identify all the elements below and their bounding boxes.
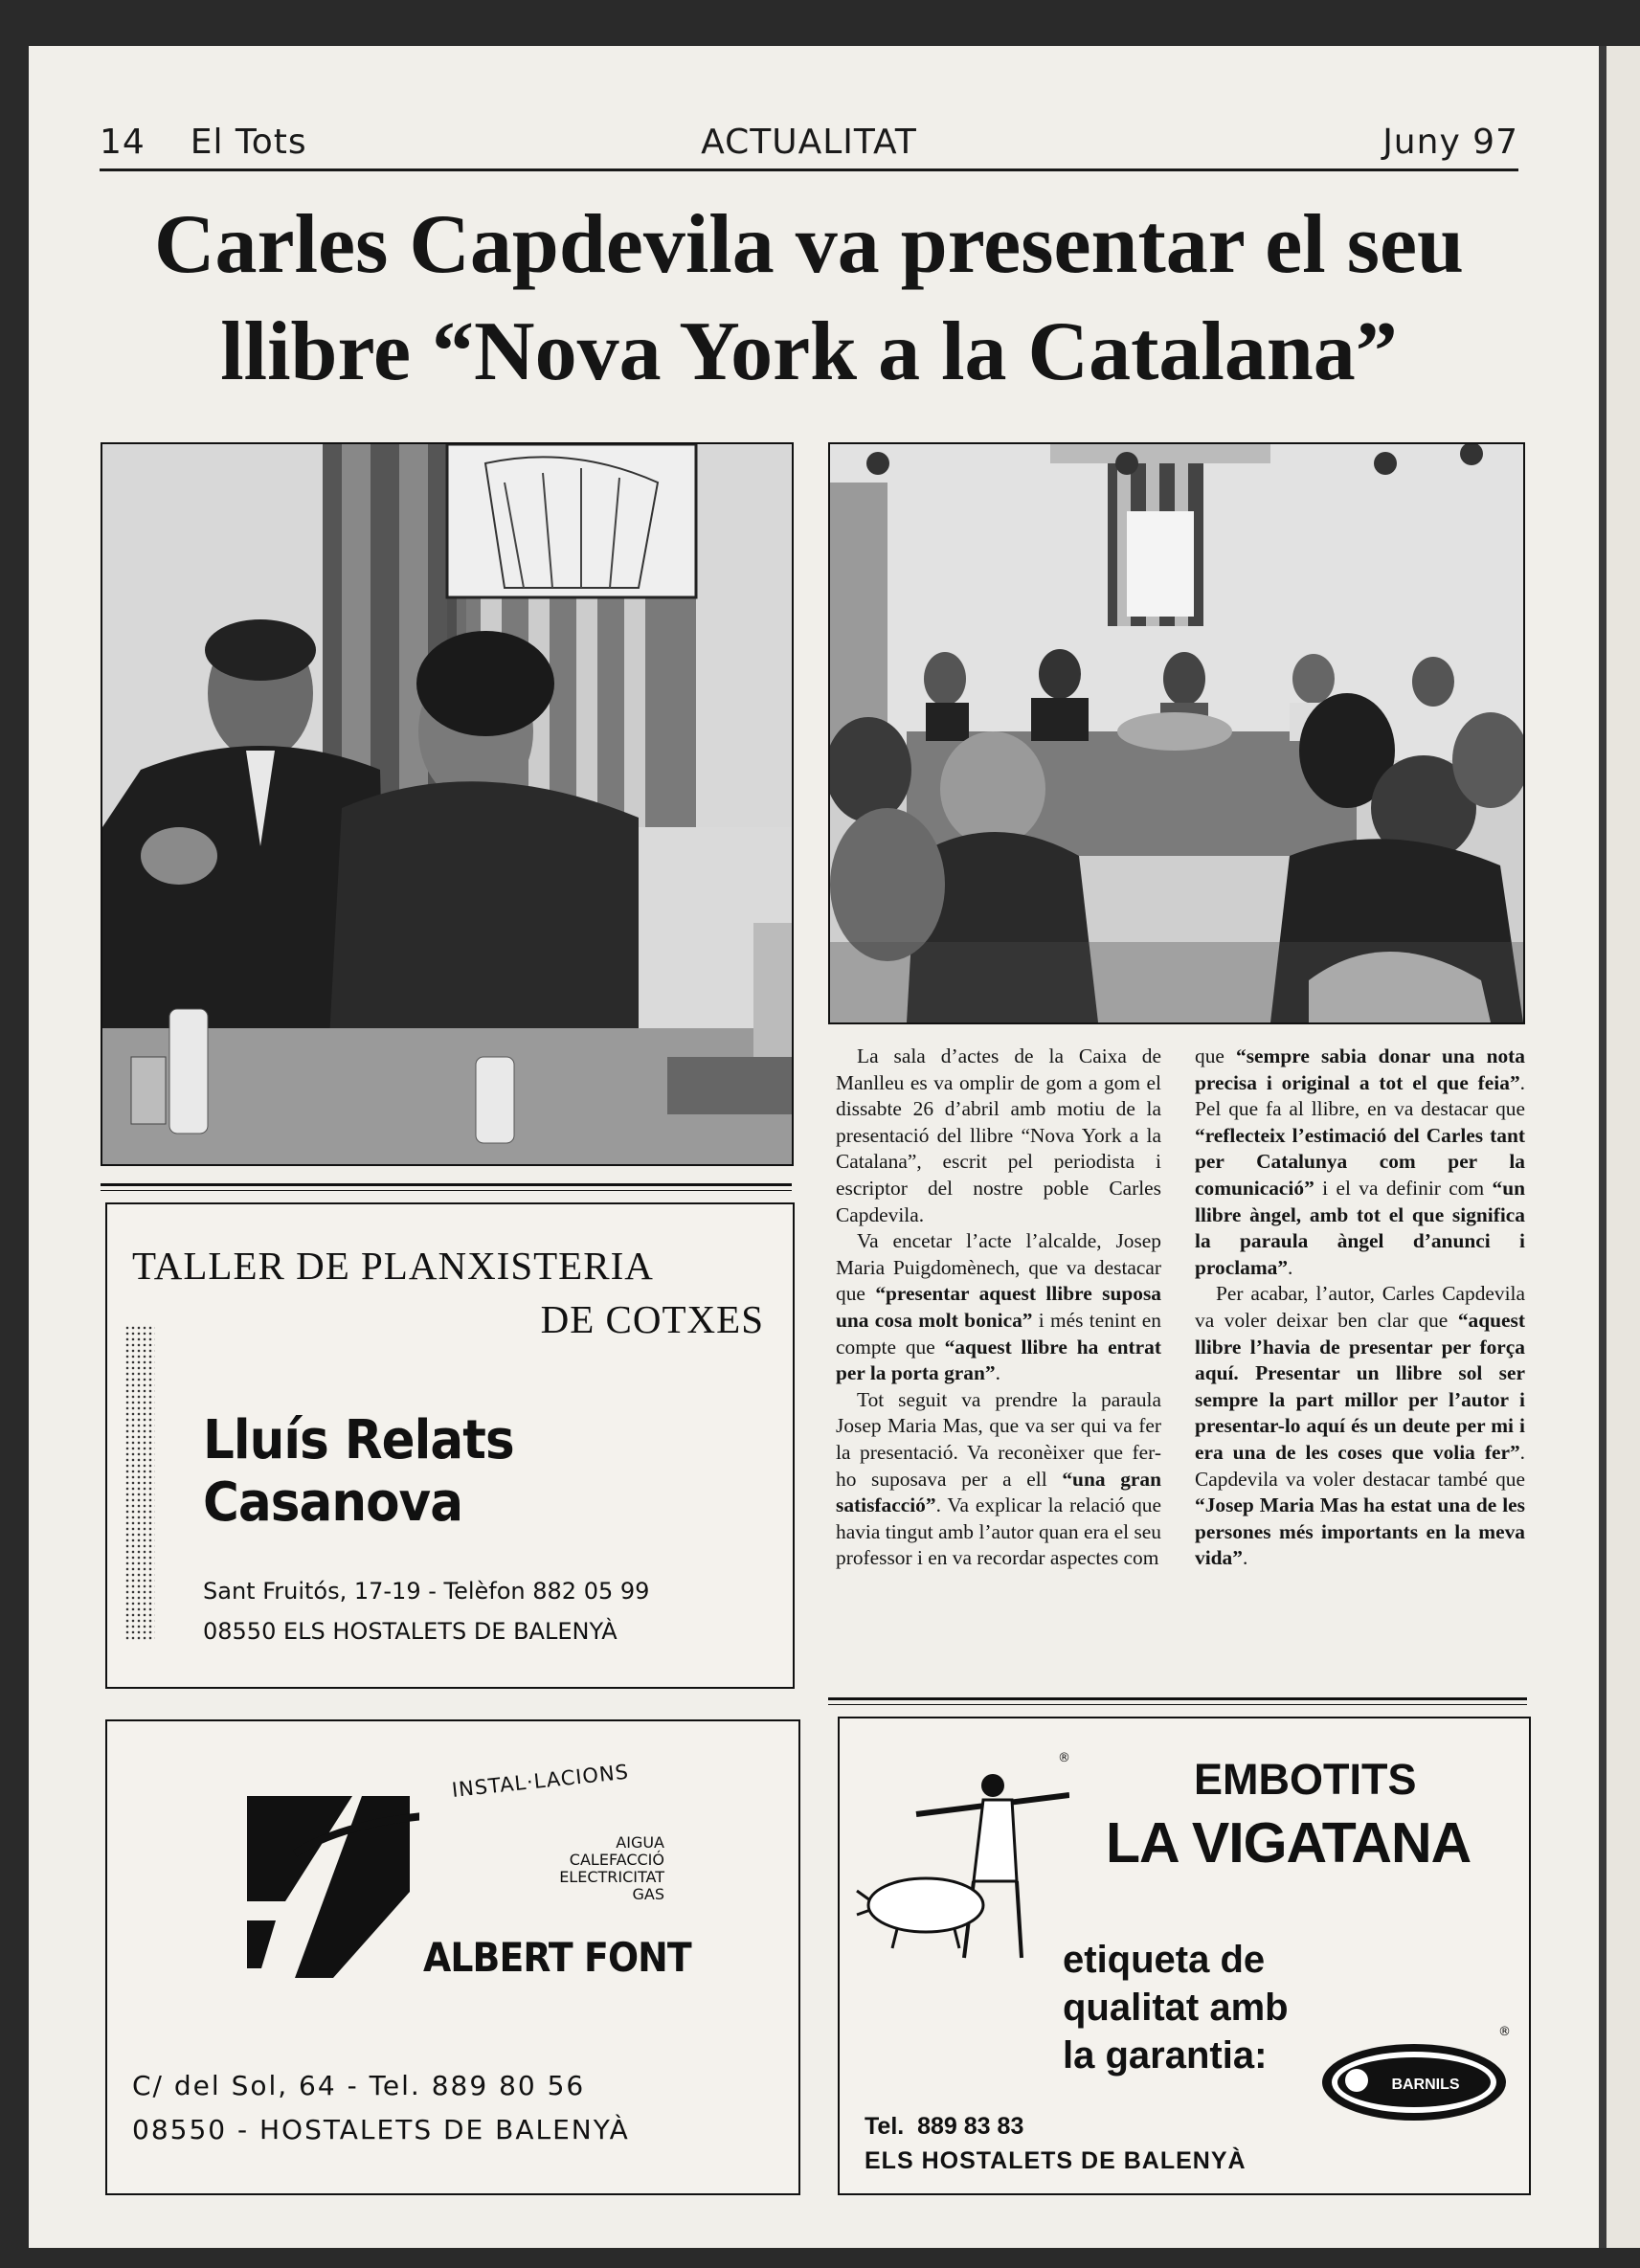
ad-embotits-slogan: la garantia: <box>1063 2034 1268 2077</box>
albert-font-logo-icon <box>237 1786 419 1978</box>
ad-taller-address: Sant Fruitós, 17-19 - Telèfon 882 05 99 <box>203 1578 650 1605</box>
barnils-logo-text: BARNILS <box>1391 2077 1460 2093</box>
article-column-2 <box>1195 1044 1525 1572</box>
ad-font-installations: INSTAL·LACIONS <box>450 1760 631 1802</box>
article-paragraph: Va encetar l’acte l’alcalde, Josep Maria Puigdomènech, que va destacar que “presentar aquest llibre suposa una cosa molt bonica” i més tenint en compte que “aquest llibre ha entrat per la porta gran”. <box>836 1229 1162 1385</box>
ad-taller-planxisteria <box>105 1202 795 1689</box>
headline <box>86 191 1532 406</box>
registered-mark: ® <box>1058 1751 1070 1765</box>
section-divider <box>828 1697 1527 1705</box>
ad-embotits-line-1: EMBOTITS <box>1194 1755 1417 1804</box>
ad-font-service: AIGUA <box>616 1833 664 1852</box>
ad-dot-pattern <box>124 1325 155 1641</box>
photo-audience <box>828 442 1525 1024</box>
ad-albert-font <box>105 1719 800 2195</box>
article-paragraph: Per acabar, l’autor, Carles Capdevila va voler deixar ben clar que “aquest llibre l’havia de presentar per força aquí. Presentar un llibre sol ser sempre la part millor per l’autor i presentar-lo aquí és un deute per mi i era una de les coses que volia fer”. Capdevila va voler destacar també que “Josep Maria Mas ha estat una de les persones més importants en la meva vida”. <box>1195 1282 1525 1570</box>
ad-taller-owner: Lluís Relats Casanova <box>203 1409 514 1534</box>
ad-font-brand: ALBERT FONT <box>423 1934 691 1981</box>
ad-embotits-line-2: LA VIGATANA <box>1106 1811 1472 1875</box>
section-divider <box>101 1183 792 1191</box>
barnils-logo-icon <box>1318 2036 1510 2122</box>
article-paragraph: La sala d’actes de la Caixa de Manlleu es va omplir de gom a gom el dissabte 26 d’abril amb motiu de la presentació del llibre “Nova York a la Catalana”, escrit pel periodista i escriptor del nostre poble Carles Capdevila. <box>836 1044 1161 1226</box>
publication-name: El Tots <box>190 123 307 162</box>
ad-taller-line-1: TALLER DE PLANXISTERIA <box>132 1244 654 1288</box>
ad-embotits-phone: Tel. 889 83 83 <box>865 2113 1024 2140</box>
headline-line-2: llibre “Nova York a la Catalana” <box>220 305 1398 398</box>
photo-right-image <box>830 444 1523 1022</box>
ad-embotits-slogan: etiqueta de <box>1063 1939 1266 1981</box>
page-header <box>100 123 1518 167</box>
farmer-with-pig-icon <box>849 1747 1069 1967</box>
ad-taller-line-2: DE COTXES <box>540 1297 764 1341</box>
header-rule <box>100 168 1518 171</box>
ad-embotits-slogan: qualitat amb <box>1063 1987 1289 2029</box>
article-column-1 <box>836 1044 1161 1572</box>
article-paragraph: Tot seguit va prendre la paraula Josep Maria Mas, que va ser qui va fer la presentació. Va reconèixer que fer-ho suposava per a ell “una gran satisfacció”. Va explicar la relació que havia tingut amb l’autor quan era el seu professor i en va recordar aspectes com <box>836 1387 1161 1570</box>
section-name: ACTUALITAT <box>701 123 917 162</box>
ad-font-service: ELECTRICITAT <box>559 1868 664 1886</box>
ad-font-town: 08550 - HOSTALETS DE BALENYÀ <box>132 2114 630 2145</box>
ad-font-address: C/ del Sol, 64 - Tel. 889 80 56 <box>132 2070 586 2101</box>
page-number: 14 <box>100 123 146 162</box>
photo-author-presentation <box>101 442 794 1166</box>
ad-taller-town: 08550 ELS HOSTALETS DE BALENYÀ <box>203 1618 618 1645</box>
registered-mark: ® <box>1498 2025 1511 2039</box>
ad-embotits-town: ELS HOSTALETS DE BALENYÀ <box>865 2147 1247 2174</box>
issue-date: Juny 97 <box>1382 123 1518 162</box>
ad-font-service: GAS <box>632 1885 664 1903</box>
ad-embotits-la-vigatana <box>838 1717 1531 2195</box>
next-page-edge <box>1599 46 1640 2248</box>
photo-left-image <box>102 444 792 1164</box>
headline-line-1: Carles Capdevila va presentar el seu <box>154 198 1464 291</box>
ad-font-service: CALEFACCIÓ <box>569 1851 664 1869</box>
article-paragraph: que “sempre sabia donar una nota precisa i original a tot el que feia”. Pel que fa al llibre, en va destacar que “reflecteix l’estimació del Carles tant per Catalunya com per la comunicació” i el va definir com “un llibre àngel, amb tot el que significa la paraula àngel d’anunci i proclama”. <box>1195 1044 1526 1279</box>
